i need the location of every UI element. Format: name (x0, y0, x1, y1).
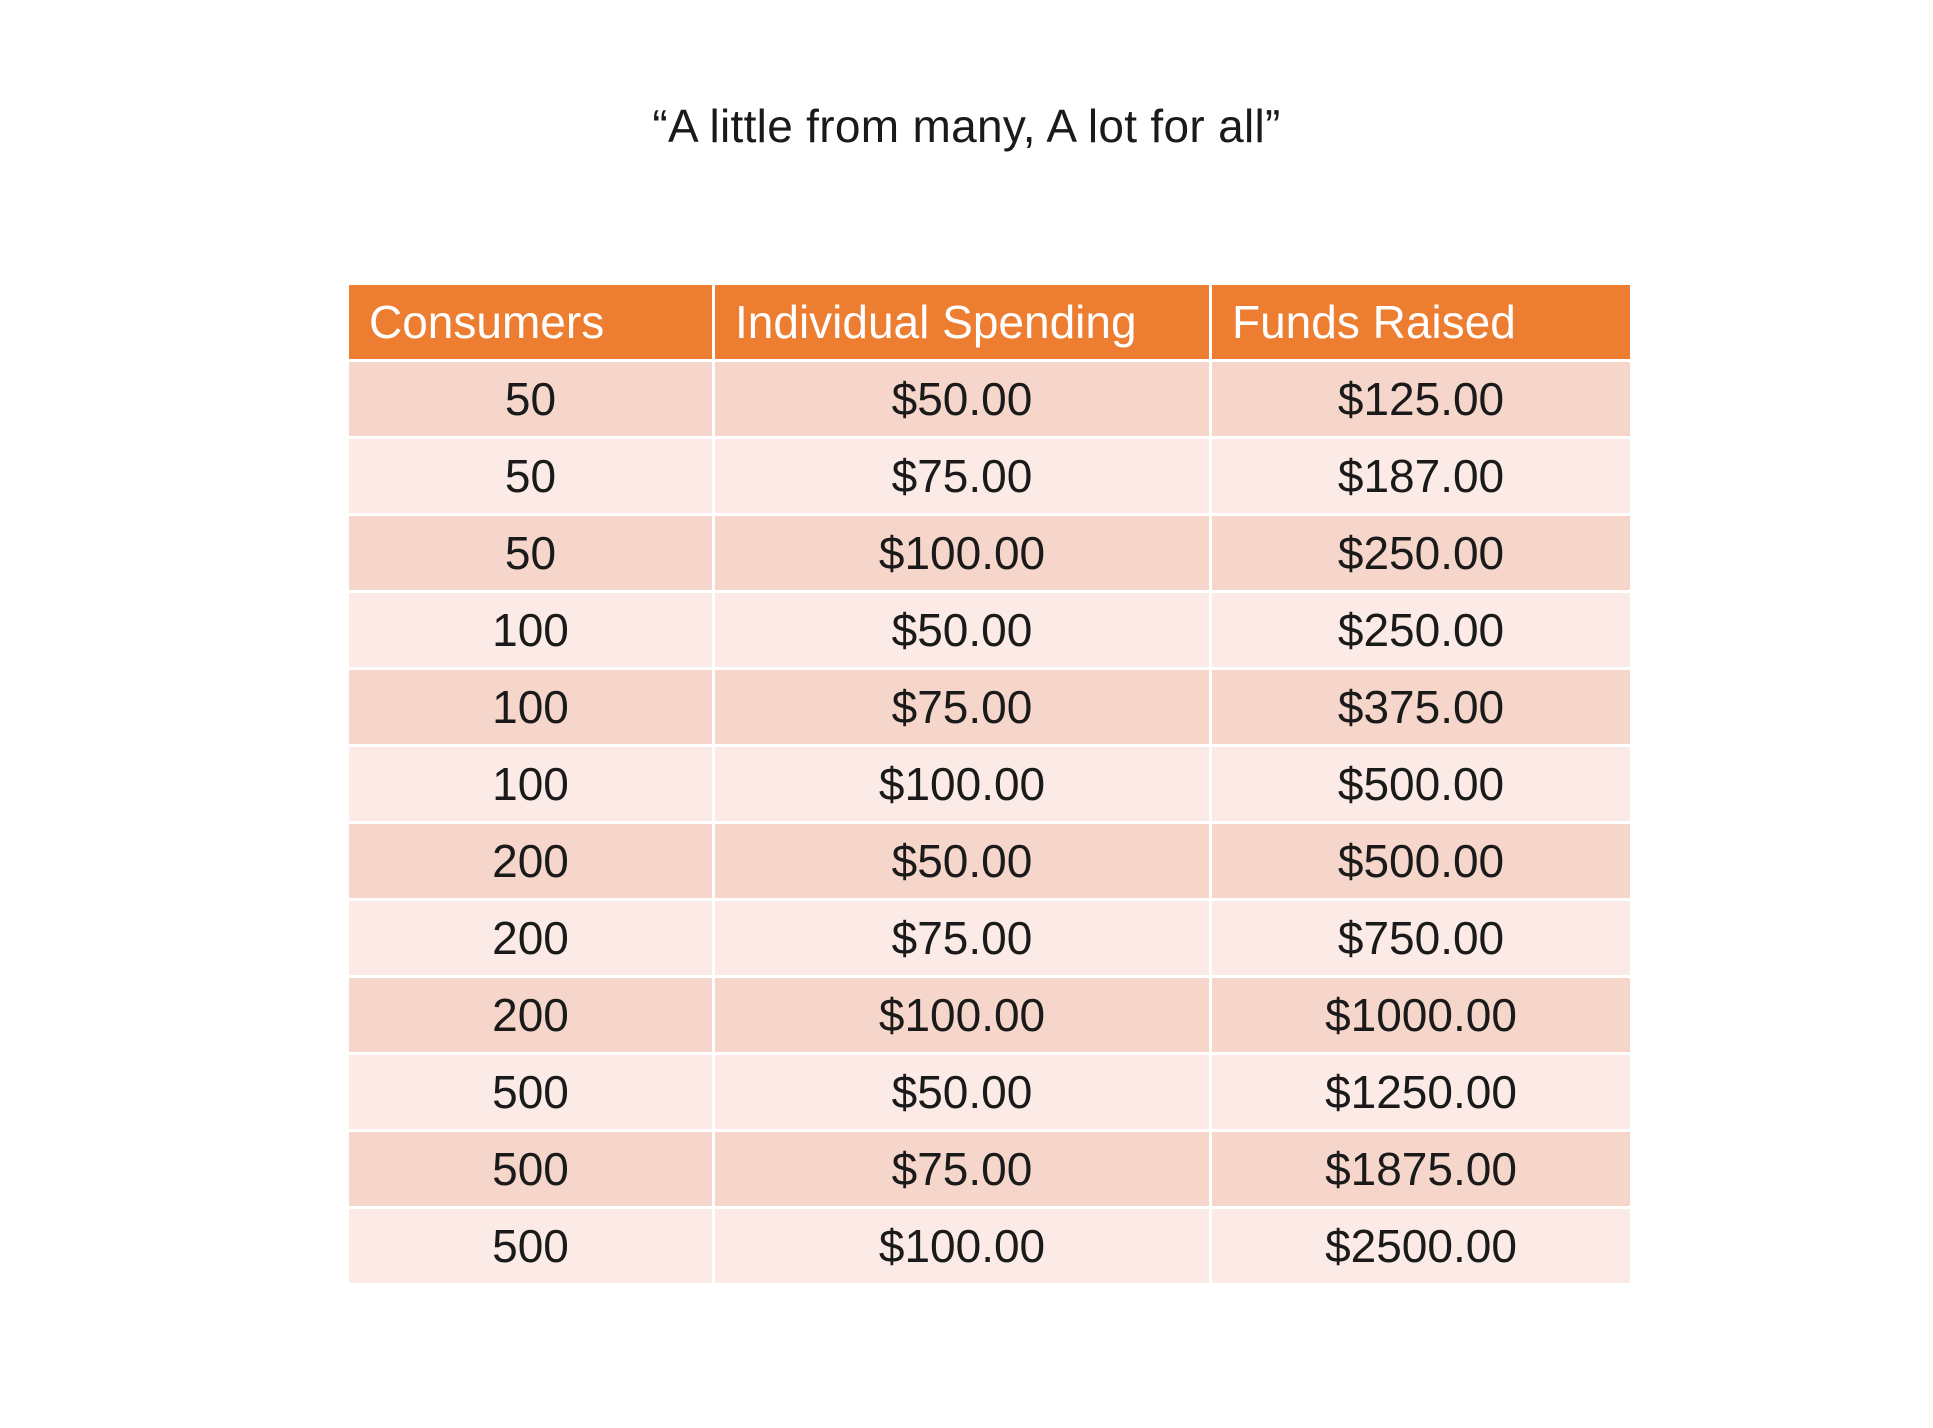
table-row (349, 439, 1630, 516)
table-row (349, 1132, 1630, 1209)
cell-individual-spending: $50.00 (715, 1055, 1212, 1132)
funds-table (349, 285, 1630, 1286)
cell-consumers: 200 (349, 824, 715, 901)
cell-individual-spending: $75.00 (715, 1132, 1212, 1209)
cell-funds-raised: $375.00 (1212, 670, 1630, 747)
cell-funds-raised: $1250.00 (1212, 1055, 1630, 1132)
cell-funds-raised: $500.00 (1212, 824, 1630, 901)
cell-funds-raised: $187.00 (1212, 439, 1630, 516)
cell-funds-raised: $1875.00 (1212, 1132, 1630, 1209)
cell-consumers: 100 (349, 747, 715, 824)
cell-individual-spending: $100.00 (715, 978, 1212, 1055)
header-consumers: Consumers (349, 285, 715, 362)
cell-consumers: 500 (349, 1132, 715, 1209)
cell-consumers: 50 (349, 439, 715, 516)
cell-funds-raised: $750.00 (1212, 901, 1630, 978)
table-row (349, 516, 1630, 593)
table-row (349, 978, 1630, 1055)
table-row (349, 901, 1630, 978)
cell-funds-raised: $500.00 (1212, 747, 1630, 824)
table-header-row (349, 285, 1630, 362)
cell-consumers: 500 (349, 1209, 715, 1286)
cell-individual-spending: $50.00 (715, 593, 1212, 670)
table-row (349, 1055, 1630, 1132)
table-row (349, 362, 1630, 439)
table-row (349, 593, 1630, 670)
cell-consumers: 50 (349, 362, 715, 439)
cell-individual-spending: $100.00 (715, 516, 1212, 593)
cell-individual-spending: $50.00 (715, 824, 1212, 901)
cell-consumers: 200 (349, 901, 715, 978)
cell-individual-spending: $75.00 (715, 670, 1212, 747)
cell-consumers: 200 (349, 978, 715, 1055)
cell-funds-raised: $250.00 (1212, 516, 1630, 593)
table-row (349, 1209, 1630, 1286)
cell-consumers: 100 (349, 670, 715, 747)
cell-funds-raised: $125.00 (1212, 362, 1630, 439)
header-funds-raised: Funds Raised (1212, 285, 1630, 362)
page-title: “A little from many, A lot for all” (652, 100, 1281, 152)
table-row (349, 670, 1630, 747)
header-individual-spending: Individual Spending (715, 285, 1212, 362)
cell-consumers: 50 (349, 516, 715, 593)
cell-funds-raised: $250.00 (1212, 593, 1630, 670)
cell-individual-spending: $100.00 (715, 1209, 1212, 1286)
table-row (349, 747, 1630, 824)
table-row (349, 824, 1630, 901)
cell-consumers: 100 (349, 593, 715, 670)
cell-funds-raised: $2500.00 (1212, 1209, 1630, 1286)
cell-individual-spending: $50.00 (715, 362, 1212, 439)
cell-consumers: 500 (349, 1055, 715, 1132)
cell-funds-raised: $1000.00 (1212, 978, 1630, 1055)
cell-individual-spending: $75.00 (715, 901, 1212, 978)
cell-individual-spending: $100.00 (715, 747, 1212, 824)
cell-individual-spending: $75.00 (715, 439, 1212, 516)
